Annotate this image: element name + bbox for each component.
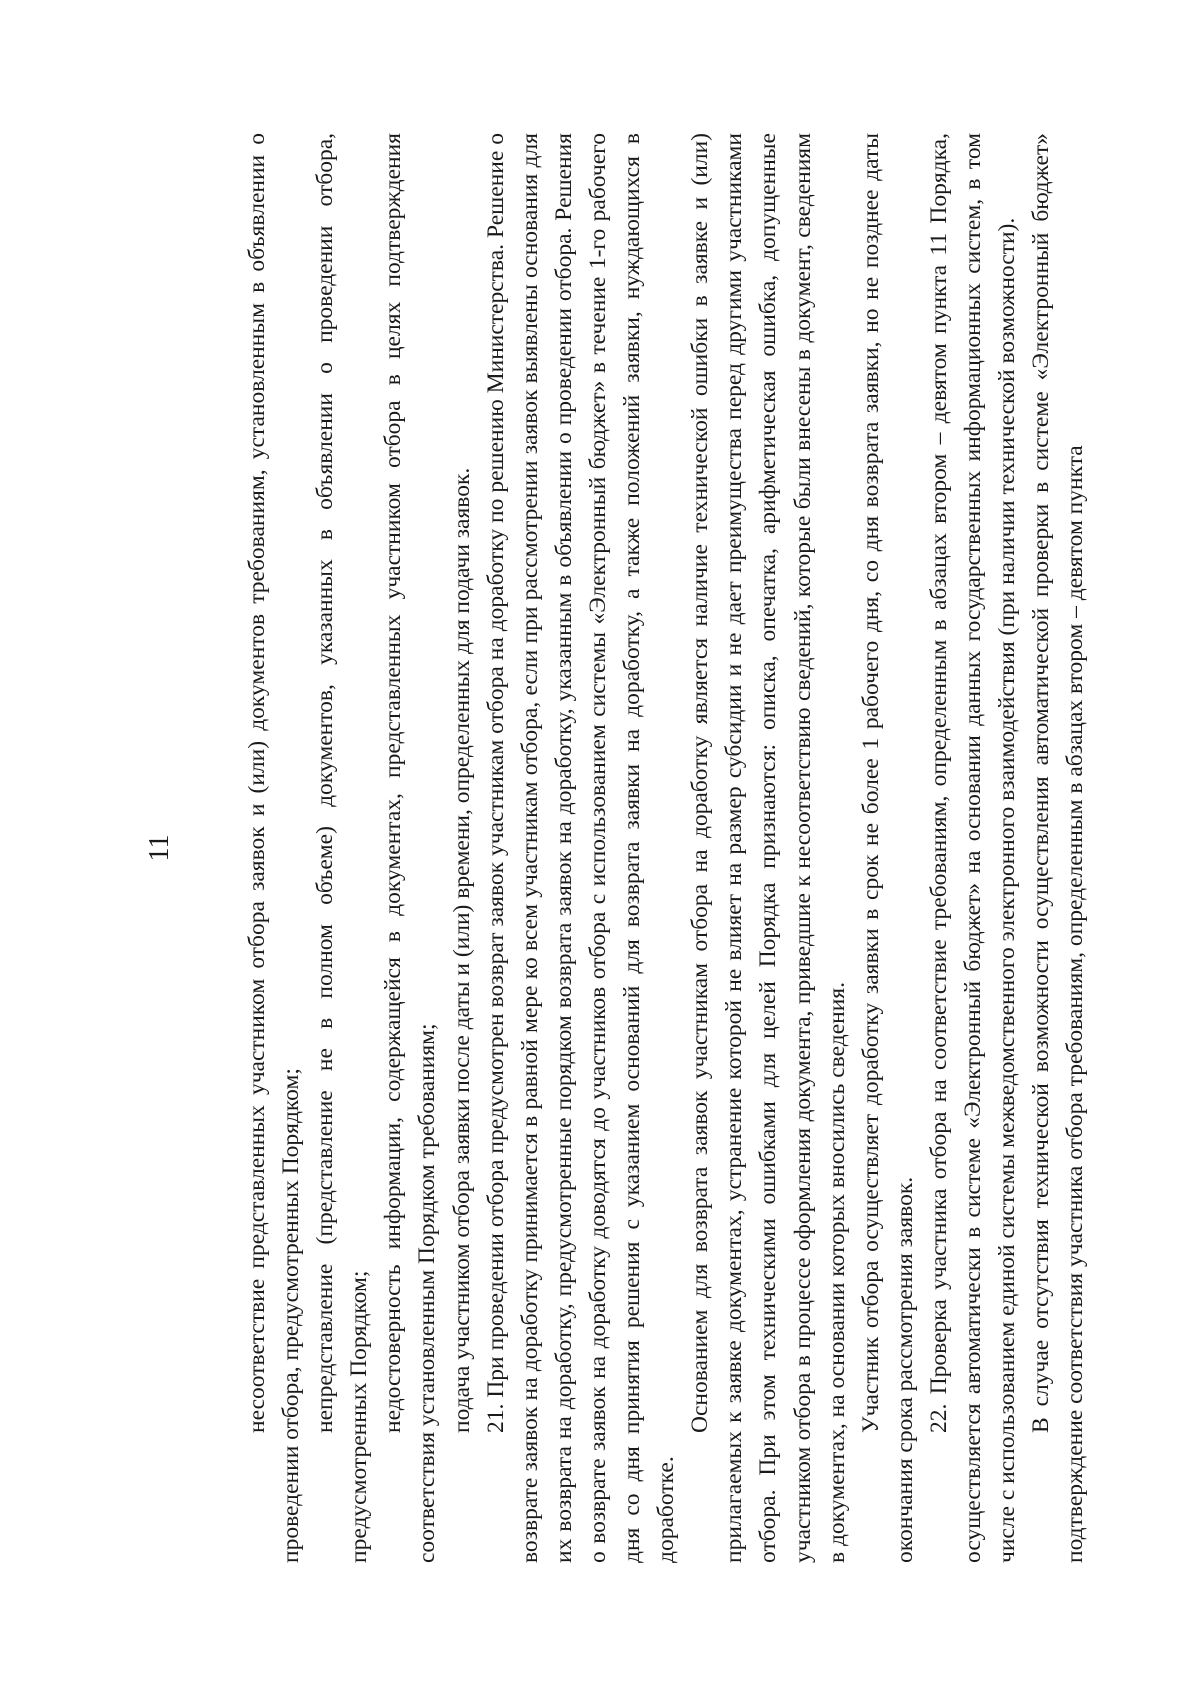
paragraph: В случае отсутствия технической возможности осуществления автоматической проверки в системе «Электронный бюджет» подтверждение соответствия участника отбора требованиям, определенным в абзацах втором – девятом пункта <box>1028 133 1089 1563</box>
paragraph: недостоверность информации, содержащейся в документах, представленных участником отбора в целях подтверждения соответствия установленным Порядком требованиям; <box>380 133 441 1563</box>
paragraph: Основанием для возврата заявок участникам отбора на доработку является наличие технической ошибки в заявке и (или) прилагаемых к заявке документах, устранение которой не влияет на размер субсидии и не дает преимущества перед другими участниками отбора. При этом техническими ошибками для целей Порядка признаются: описка, опечатка, арифметическая ошибка, допущенные участником отбора в процессе оформления документа, приведшие к несоответствию сведений, которые были внесены в документ, сведениям в документах, на основании которых вносились сведения. <box>687 133 850 1563</box>
paragraph: Участник отбора осуществляет доработку заявки в срок не более 1 рабочего дня, со дня возврата заявки, но не позднее даты окончания срока рассмотрения заявок. <box>857 133 918 1563</box>
paragraph: 22. Проверка участника отбора на соответствие требованиям, определенным в абзацах втором – девятом пункта 11 Порядка, осуществляется автоматически в системе «Электронный бюджет» на основании данных государственных информационных систем, в том числе с использованием единой системы межведомственного электронного взаимодействия (при наличии технической возможности). <box>925 133 1021 1563</box>
paragraph: 21. При проведении отбора предусмотрен возврат заявок участникам отбора на доработку по решению Министерства. Решение о возврате заявок на доработку принимается в равной мере ко всем участникам отбора, если при рассмотрении заявок выявлены основания для их возврата на доработку, предусмотренные порядком возврата заявок на доработку, указанным в объявлении о проведении отбора. Решения о возврате заявок на доработку доводятся до участников отбора с использованием системы «Электронный бюджет» в течение 1-го рабочего дня со дня принятия решения с указанием оснований для возврата заявки на доработку, а также положений заявки, нуждающихся в доработке. <box>482 133 680 1563</box>
paragraph: подача участником отбора заявки после даты и (или) времени, определенных для подачи заявок. <box>448 467 475 1433</box>
paragraph: непредставление (представление не в полном объеме) документов, указанных в объявлении о проведении отбора, предусмотренных Порядком; <box>312 133 373 1563</box>
page-number: 11 <box>144 834 175 862</box>
document-body <box>240 133 1092 1563</box>
rotated-text-frame <box>140 133 1089 1563</box>
paragraph: несоответствие представленных участником отбора заявок и (или) документов требованиям, установленным в объявлении о проведении отбора, предусмотренных Порядком; <box>244 133 305 1563</box>
